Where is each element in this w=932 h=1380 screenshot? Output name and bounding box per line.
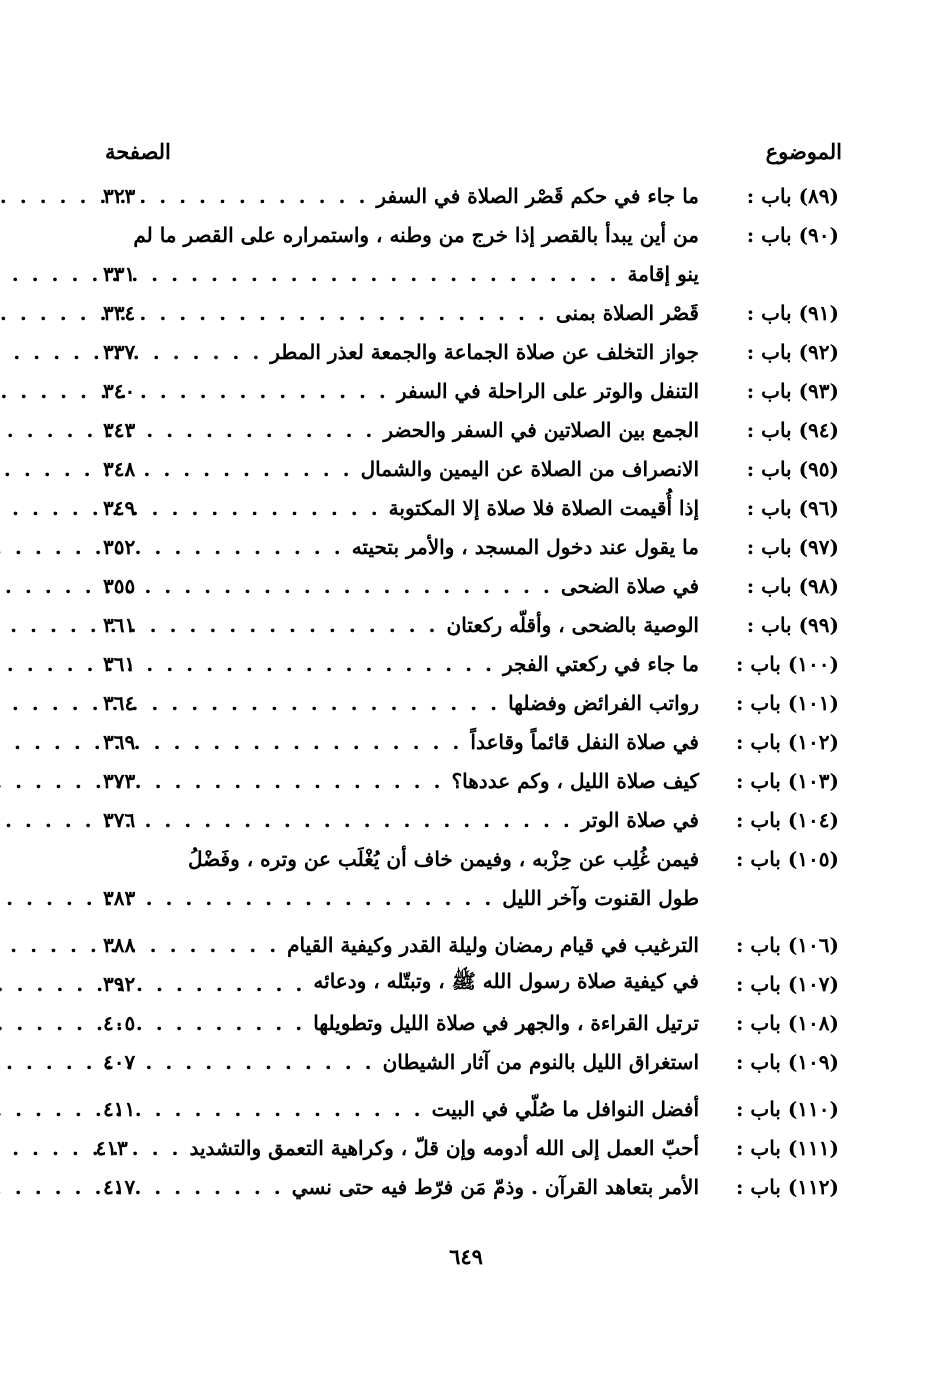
dot-leader — [169, 574, 553, 598]
entry-page-number: ٣٥٥ — [103, 573, 136, 598]
entry-page-number: ٣٣١ — [103, 261, 136, 286]
entry-label: (١٠٧) باب : — [736, 971, 839, 996]
toc-entry — [103, 964, 839, 1003]
entry-label: (١٠٠) باب : — [736, 651, 839, 676]
dot-leader — [169, 1175, 284, 1199]
dot-leader — [169, 535, 344, 559]
entry-label: (١١١) باب : — [736, 1135, 839, 1160]
entry-title: الجمع بين الصلاتين في السفر والحضر — [383, 417, 699, 442]
dot-leader — [169, 340, 262, 364]
entry-page-number: ٣٦٩ — [103, 729, 136, 754]
entry-title: رواتب الفرائض وفضلها — [508, 690, 699, 715]
entry-page-number: ٣٦١ — [103, 651, 136, 676]
entry-title: من أين يبدأ بالقصر إذا خرج من وطنه ، واستمراره على القصر ما لم — [133, 222, 699, 247]
entry-title: الانصراف من الصلاة عن اليمين والشمال — [360, 456, 699, 481]
toc-entry — [103, 1089, 839, 1128]
entry-label: (١٠٦) باب : — [736, 932, 839, 957]
toc-entry — [103, 488, 839, 527]
dot-leader — [169, 652, 495, 676]
entry-page-number: ٤٠٥ — [103, 1010, 136, 1035]
toc-entry — [103, 410, 839, 449]
dot-leader — [169, 613, 439, 637]
page-column-label: الصفحة — [105, 138, 171, 164]
dot-leader — [169, 496, 381, 520]
entry-label: (٩٤) باب : — [746, 417, 839, 442]
entry-page-number: ٣٦١ — [103, 612, 136, 637]
entry-label: (٩٩) باب : — [746, 612, 839, 637]
entry-page-number: ٤١٧ — [103, 1174, 136, 1199]
entry-label: (٩٠) باب : — [746, 222, 839, 247]
dot-leader — [169, 1050, 375, 1074]
entry-page-number: ٣٩٢ — [103, 971, 136, 996]
entry-title: كيف صلاة الليل ، وكم عددها؟ — [451, 768, 699, 793]
entry-title: ما يقول عند دخول المسجد ، والأمر بتحيته — [351, 534, 699, 559]
toc-entry — [103, 1003, 839, 1042]
toc-entry — [103, 1167, 839, 1206]
entry-page-number: ٤١٣ — [95, 1135, 128, 1160]
entry-title: الترغيب في قيام رمضان وليلة القدر وكيفية القيام — [287, 932, 699, 957]
toc-entry — [103, 722, 839, 761]
entry-title: في صلاة الضحى — [560, 573, 699, 598]
dot-leader — [169, 1097, 424, 1121]
dot-leader — [169, 886, 494, 910]
dot-leader — [169, 808, 573, 832]
toc-header — [105, 136, 842, 166]
entry-page-number: ٣٥٢ — [103, 534, 136, 559]
entry-label: (٩٧) باب : — [746, 534, 839, 559]
entry-page-number: ٣٤٩ — [103, 495, 136, 520]
dot-leader — [169, 691, 500, 715]
toc-entry — [103, 176, 839, 215]
entry-label: (٩٨) باب : — [746, 573, 839, 598]
entry-title: إذا أُقيمت الصلاة فلا صلاة إلا المكتوبة — [388, 495, 699, 520]
entry-title-continued: ينو إقامة — [627, 261, 699, 286]
toc-entry — [103, 293, 839, 332]
dot-leader — [169, 184, 368, 208]
entry-title: ما جاء في ركعتي الفجر — [503, 651, 699, 676]
entry-title: أفضل النوافل ما صُلّي في البيت — [431, 1096, 699, 1121]
entry-label: (١٠٨) باب : — [736, 1010, 839, 1035]
entry-page-number: ٣٤٠ — [103, 378, 136, 403]
dot-leader — [169, 972, 305, 996]
entry-title: استغراق الليل بالنوم من آثار الشيطان — [382, 1049, 699, 1074]
page-footer — [0, 1244, 932, 1269]
dot-leader — [169, 730, 462, 754]
toc-entry — [103, 800, 839, 839]
dot-leader — [169, 262, 619, 286]
dot-leader — [169, 769, 444, 793]
entry-title: الوصية بالضحى ، وأقلّه ركعتان — [446, 612, 699, 637]
entry-title-continued: طول القنوت وآخر الليل — [502, 885, 699, 910]
entry-title: في كيفية صلاة رسول الله ﷺ ، وتبتّله ، ودعائه — [313, 969, 699, 993]
entry-label: (١١٢) باب : — [736, 1174, 839, 1199]
entry-page-number: ٣٧٦ — [103, 807, 136, 832]
entry-label: (١١٠) باب : — [736, 1096, 839, 1121]
toc-entry — [103, 215, 839, 293]
dot-leader — [169, 379, 389, 403]
dot-leader — [169, 1011, 305, 1035]
dot-leader — [161, 1136, 181, 1160]
entry-label: (٩٦) باب : — [746, 495, 839, 520]
toc-entry — [103, 332, 839, 371]
entry-title: أحبّ العمل إلى الله أدومه وإن قلّ ، وكراهية التعمق والتشديد — [189, 1135, 699, 1160]
toc-entry — [103, 566, 839, 605]
table-of-contents — [95, 176, 839, 1206]
entry-title: التنفل والوتر على الراحلة في السفر — [396, 378, 699, 403]
topic-column-label: الموضوع — [765, 138, 842, 164]
toc-entry — [103, 683, 839, 722]
entry-title: في صلاة الوتر — [580, 807, 699, 832]
dot-leader — [169, 457, 353, 481]
toc-entry — [103, 1042, 839, 1081]
toc-entry — [103, 839, 839, 917]
entry-page-number: ٣٤٨ — [103, 456, 136, 481]
entry-title: ما جاء في حكم قَصْر الصلاة في السفر — [376, 183, 699, 208]
entry-page-number: ٣٦٤ — [103, 690, 136, 715]
entry-label: (١٠١) باب : — [736, 690, 839, 715]
toc-entry — [103, 527, 839, 566]
entry-title: ترتيل القراءة ، والجهر في صلاة الليل وتطويلها — [313, 1010, 699, 1035]
entry-label: (١٠٤) باب : — [736, 807, 839, 832]
entry-page-number: ٣٧٣ — [103, 768, 136, 793]
entry-label: (١٠٣) باب : — [736, 768, 839, 793]
entry-title: قَصْر الصلاة بمنى — [555, 300, 699, 325]
entry-label: (٨٩) باب : — [746, 183, 839, 208]
entry-page-number: ٣٨٨ — [103, 932, 136, 957]
entry-page-number: ٣٣٧ — [103, 339, 136, 364]
dot-leader — [169, 418, 375, 442]
toc-entry — [103, 644, 839, 683]
dot-leader — [169, 933, 279, 957]
entry-page-number: ٣٨٣ — [103, 885, 136, 910]
entry-label: (١٠٥) باب : — [736, 846, 839, 871]
toc-entry — [103, 605, 839, 644]
toc-entry — [103, 925, 839, 964]
toc-entry — [95, 1128, 839, 1167]
toc-entry — [103, 761, 839, 800]
entry-label: (١٠٩) باب : — [736, 1049, 839, 1074]
entry-label: (٩٢) باب : — [746, 339, 839, 364]
entry-page-number: ٣٣٤ — [103, 300, 136, 325]
page-number: ٦٤٩ — [449, 1244, 483, 1269]
toc-entry — [103, 449, 839, 488]
toc-entry — [103, 371, 839, 410]
entry-title: جواز التخلف عن صلاة الجماعة والجمعة لعذر المطر — [270, 339, 699, 364]
entry-page-number: ٣٤٣ — [103, 417, 136, 442]
entry-page-number: ٣٢٣ — [103, 183, 136, 208]
entry-title: الأمر بتعاهد القرآن . وذمّ مَن فرّط فيه حتى نسي — [291, 1174, 699, 1199]
dot-leader — [169, 301, 548, 325]
entry-label: (١٠٢) باب : — [736, 729, 839, 754]
entry-label: (٩٣) باب : — [746, 378, 839, 403]
entry-page-number: ٤١١ — [103, 1096, 136, 1121]
entry-title: في صلاة النفل قائماً وقاعداً — [470, 729, 699, 754]
entry-title: فيمن غُلِب عن حِزْبه ، وفيمن خاف أن يُغْلَب عن وتره ، وفَضْلُ — [188, 846, 699, 871]
entry-page-number: ٤٠٧ — [103, 1049, 136, 1074]
entry-label: (٩١) باب : — [746, 300, 839, 325]
entry-label: (٩٥) باب : — [746, 456, 839, 481]
